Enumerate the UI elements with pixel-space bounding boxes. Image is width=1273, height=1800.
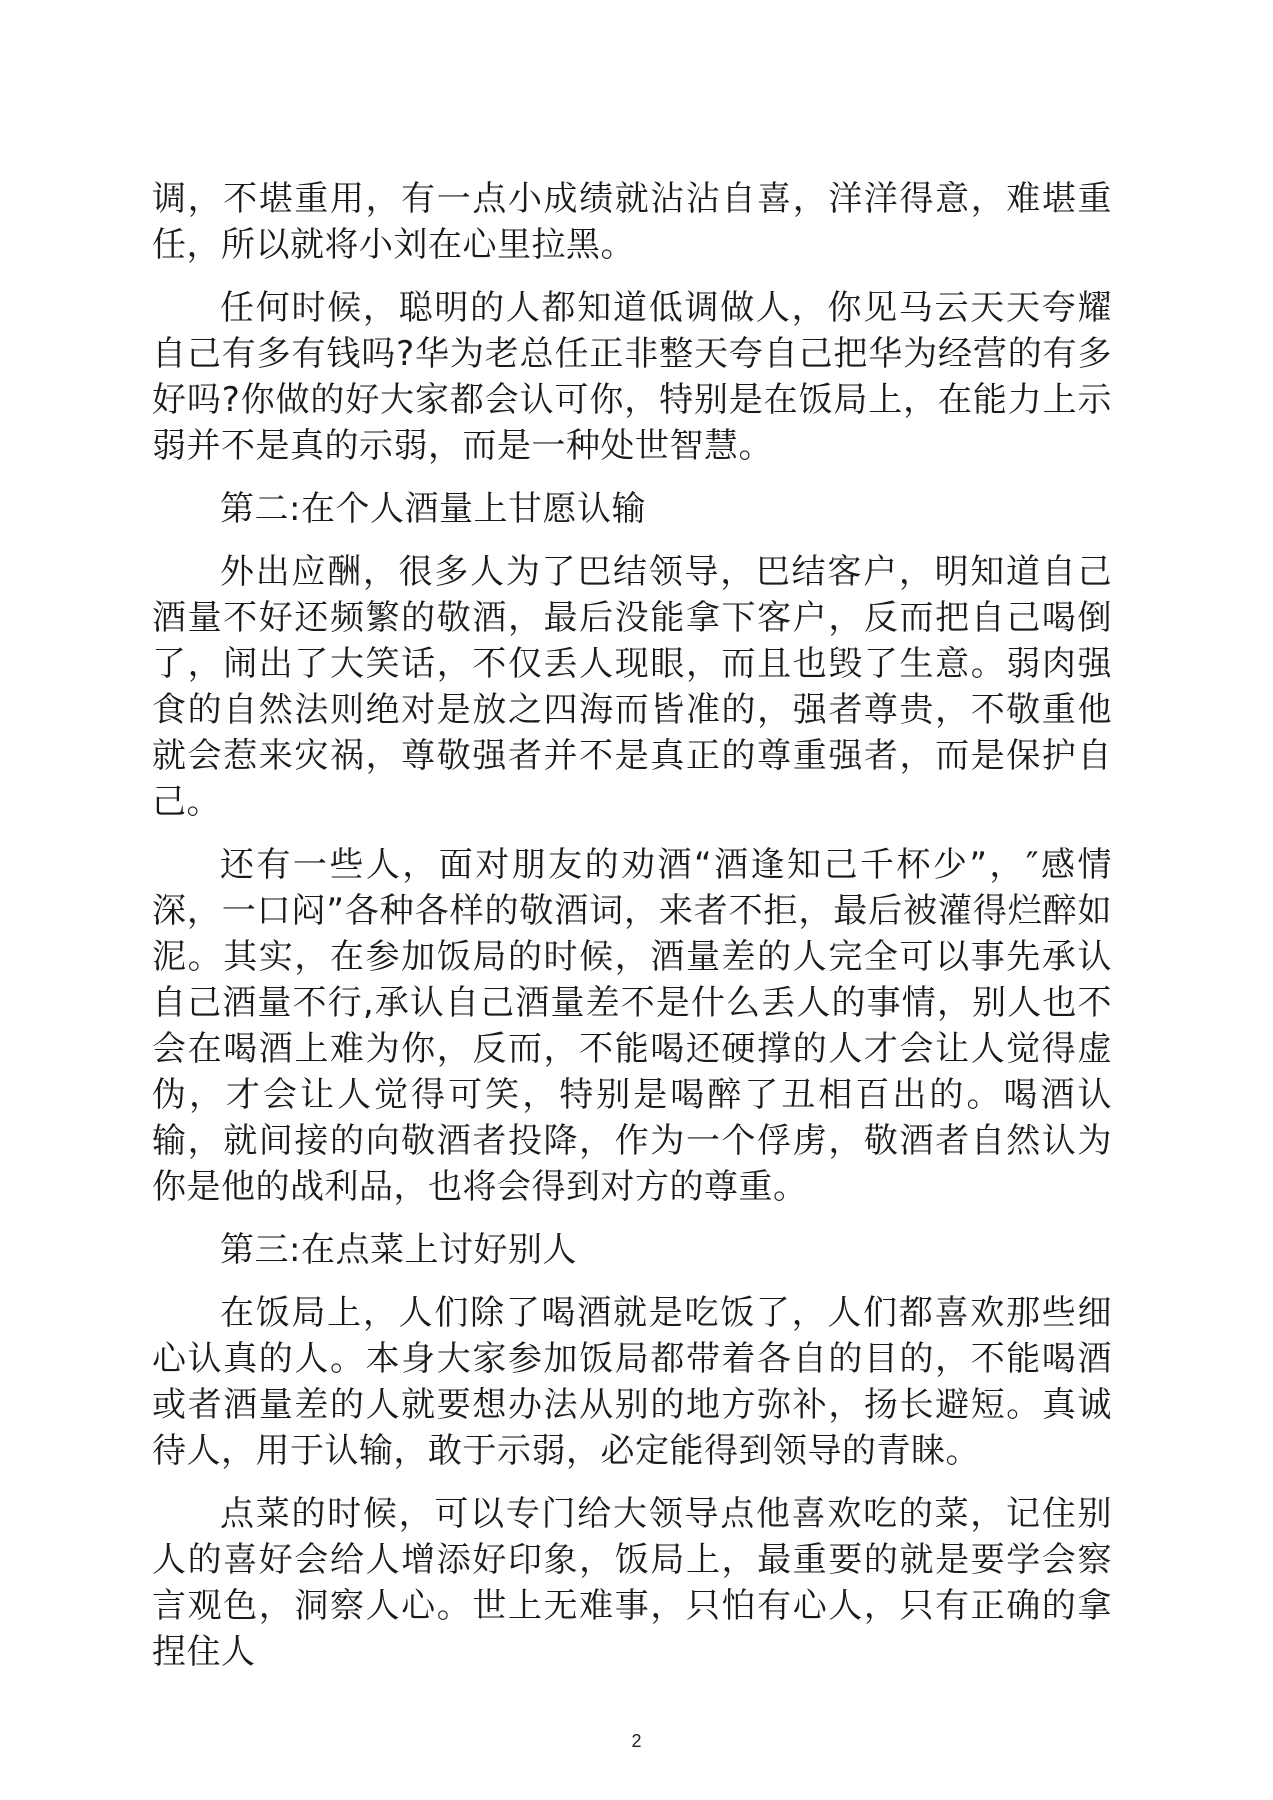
paragraph-continuation: 调，不堪重用，有一点小成绩就沾沾自喜，洋洋得意，难堪重任，所以就将小刘在心里拉黑。 <box>152 179 1112 265</box>
page-number: 2 <box>631 1731 642 1751</box>
paragraph-ordering: 点菜的时候，可以专门给大领导点他喜欢吃的菜，记住别人的喜好会给人增添好印象，饭局上，最重要的就是要学会察言观色，洞察人心。世上无难事，只怕有心人，只有正确的拿捏住人 <box>152 1494 1112 1672</box>
paragraph-low-profile: 任何时候，聪明的人都知道低调做人，你见马云天天夸耀自己有多有钱吗?华为老总任正非整天夸自己把华为经营的有多好吗?你做的好大家都会认可你，特别是在饭局上，在能力上示弱并不是真的示弱，而是一种处世智慧。 <box>152 288 1112 466</box>
section-heading-two: 第二:在个人酒量上甘愿认输 <box>220 489 646 529</box>
paragraph-social-drinking: 外出应酬，很多人为了巴结领导，巴结客户，明知道自己酒量不好还频繁的敬酒，最后没能拿下客户，反而把自己喝倒了，闹出了大笑话，不仅丢人现眼，而且也毁了生意。弱肉强食的自然法则绝对是放之四海而皆准的，强者尊贵，不敬重他就会惹来灾祸，尊敬强者并不是真正的尊重强者，而是保护自己。 <box>152 552 1112 822</box>
paragraph-toasts: 还有一些人，面对朋友的劝酒“酒逢知己千杯少”，″感情深，一口闷”各种各样的敬酒词，来者不拒，最后被灌得烂醉如泥。其实，在参加饭局的时候，酒量差的人完全可以事先承认自己酒量不行,承认自己酒量差不是什么丢人的事情，别人也不会在喝酒上难为你，反而，不能喝还硬撑的人才会让人觉得虚伪，才会让人觉得可笑，特别是喝醉了丑相百出的。喝酒认输，就间接的向敬酒者投降，作为一个俘虏，敬酒者自然认为你是他的战利品，也将会得到对方的尊重。 <box>152 845 1112 1207</box>
section-heading-three: 第三:在点菜上讨好别人 <box>220 1230 577 1270</box>
body-text <box>152 176 1112 1692</box>
paragraph-dining: 在饭局上，人们除了喝酒就是吃饭了，人们都喜欢那些细心认真的人。本身大家参加饭局都带着各自的目的，不能喝酒或者酒量差的人就要想办法从别的地方弥补，扬长避短。真诚待人，用于认输，敢于示弱，必定能得到领导的青睐。 <box>152 1293 1112 1471</box>
